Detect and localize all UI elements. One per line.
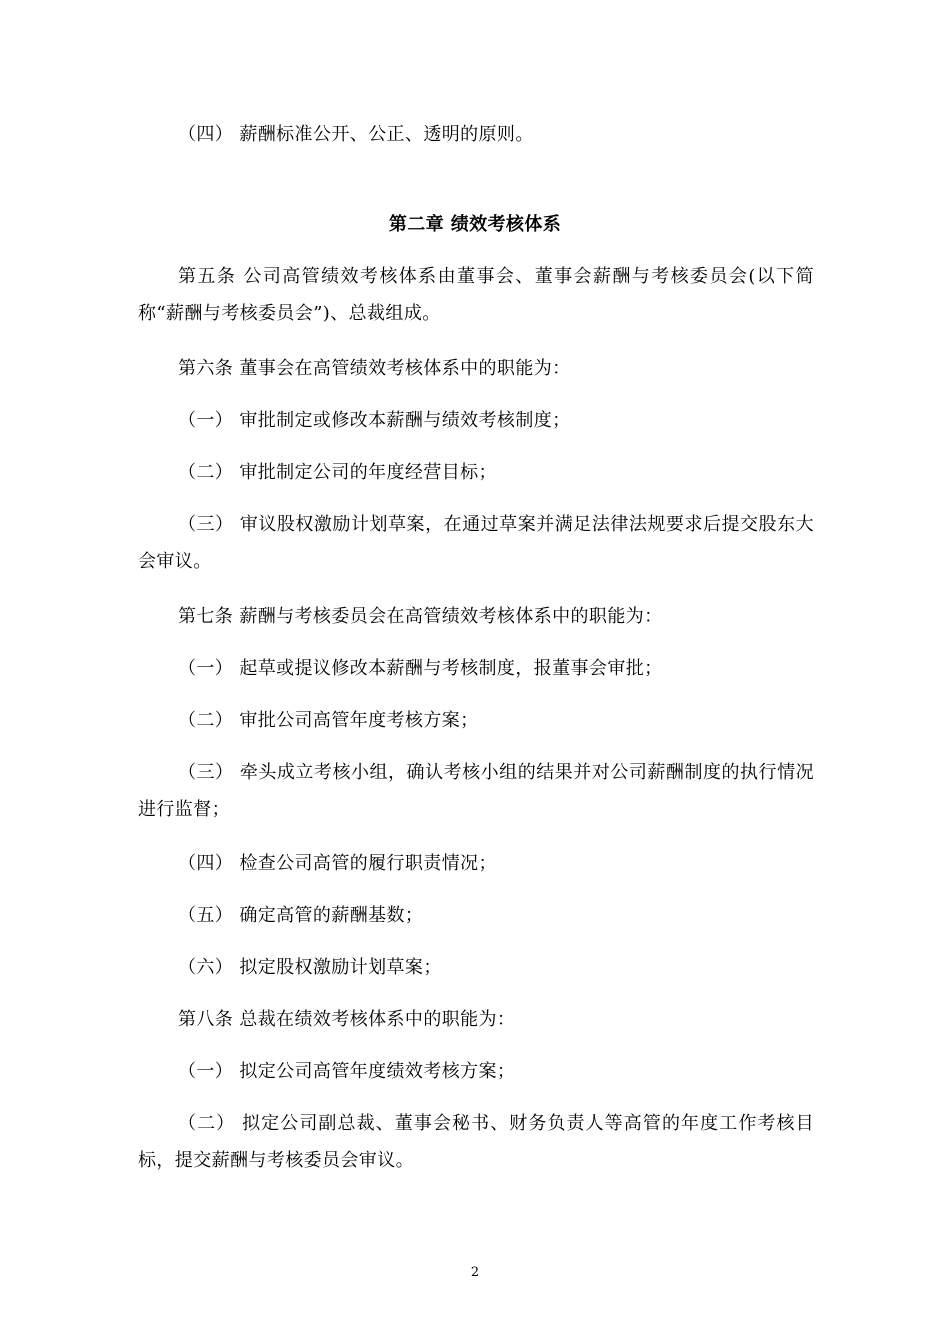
paragraph-article-7-item-3: （三） 牵头成立考核小组，确认考核小组的结果并对公司薪酬制度的执行情况进行监督； (138, 762, 814, 820)
chapter-title: 第二章 绩效考核体系 (388, 214, 562, 235)
paragraph-article-8-item-1: （一） 拟定公司高管年度绩效考核方案； (178, 1061, 516, 1082)
paragraph-article-8-item-2: （二） 拟定公司副总裁、董事会秘书、财务负责人等高管的年度工作考核目标，提交薪酬与考核委员会审议。 (138, 1113, 814, 1171)
paragraph-article-7-item-5: （五） 确定高管的薪酬基数； (178, 905, 424, 926)
paragraph-article-6-item-3: （三） 审议股权激励计划草案，在通过草案并满足法律法规要求后提交股东大会审议。 (138, 514, 814, 572)
paragraph-article-8: 第八条 总裁在绩效考核体系中的职能为： (178, 1009, 516, 1030)
paragraph-article-5: 第五条 公司高管绩效考核体系由董事会、董事会薪酬与考核委员会(以下简称“薪酬与考核委员会”)、总裁组成。 (138, 266, 814, 324)
page-number: 2 (470, 1265, 480, 1280)
paragraph-article-7-item-2: （二） 审批公司高管年度考核方案； (178, 710, 479, 731)
paragraph-principle-4: （四） 薪酬标准公开、公正、透明的原则。 (178, 124, 534, 145)
paragraph-article-7-item-4: （四） 检查公司高管的履行职责情况； (178, 853, 497, 874)
paragraph-article-6-item-1: （一） 审批制定或修改本薪酬与绩效考核制度； (178, 410, 571, 431)
paragraph-article-6: 第六条 董事会在高管绩效考核体系中的职能为： (178, 358, 571, 379)
paragraph-article-7-item-6: （六） 拟定股权激励计划草案； (178, 957, 442, 978)
paragraph-article-7-item-1: （一） 起草或提议修改本薪酬与考核制度，报董事会审批； (178, 658, 663, 679)
paragraph-article-7: 第七条 薪酬与考核委员会在高管绩效考核体系中的职能为： (178, 606, 663, 627)
paragraph-article-6-item-2: （二） 审批制定公司的年度经营目标； (178, 462, 497, 483)
